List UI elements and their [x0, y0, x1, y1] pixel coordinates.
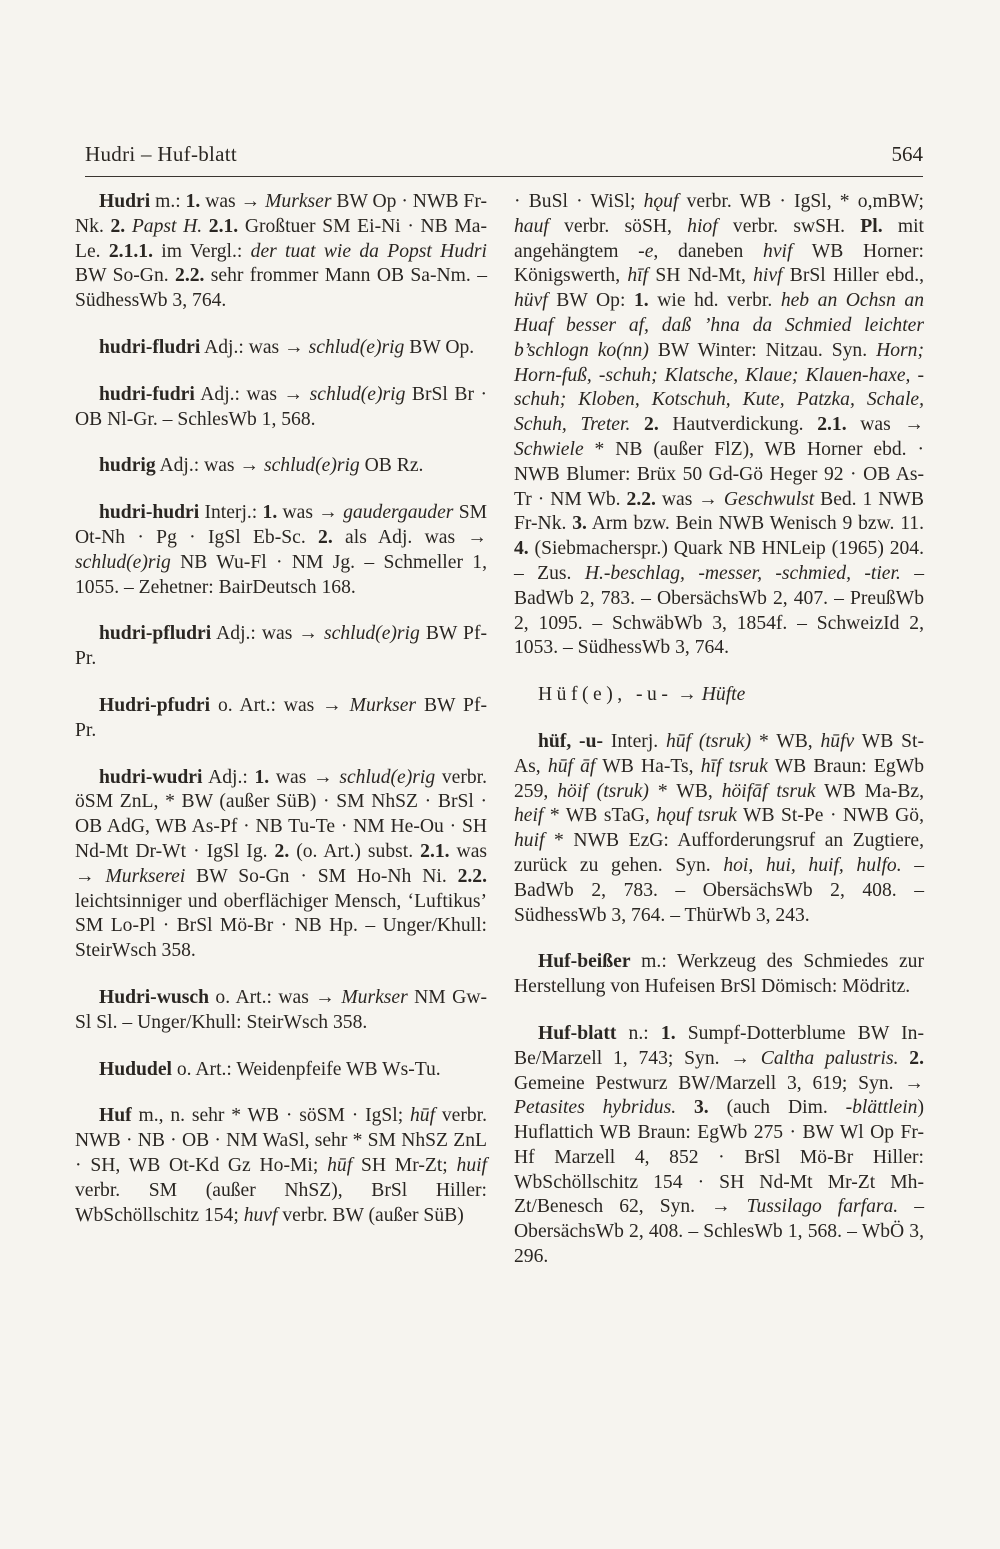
dictionary-entry-hudri-wudri: hudri-wudri Adj.: 1. was → schlud(e)rig verbr. öSM ZnL, * BW (außer SüB) · SM NhSZ · BrSl · OB AdG, WB As-Pf · NB Tu-Te · NM He-Ou · SH Nd-Mt Dr-Wt · IgSl Ig. 2. (o. Art.) subst. 2.1. was → Murkserei BW So-Gn · SM Ho-Nh Ni. 2.2. leichtsinniger und oberflächiger Mensch, ‘Luftikus’ SM Lo-Pl · BrSl Mö-Br · NB Hp. – Unger/Khull: SteirWsch 358.	[75, 766, 488, 962]
page-number: 564	[891, 142, 923, 166]
dictionary-entry-hudri-pfludri: hudri-pfludri Adj.: was → schlud(e)rig BW Pf-Pr.	[75, 623, 488, 670]
dictionary-entry-huf: Huf m., n. sehr * WB · söSM · IgSl; hūf verbr. NWB · NB · OB · NM WaSl, sehr * SM NhSZ ZnL · SH, WB Ot-Kd Gz Ho-Mi; hūf SH Mr-Zt; huif verbr. SM (außer NhSZ), BrSl Hiller: WbSchöllschitz 154; huvf verbr. BW (außer SüB)	[75, 1105, 487, 1226]
dictionary-entry-hudri-fludri: hudri-fludri Adj.: was → schlud(e)rig BW Op.	[99, 336, 475, 358]
dictionary-entry-hudri-pfudri: Hudri-pfudri o. Art.: was → Murkser BW Pf-Pr.	[75, 694, 488, 741]
dictionary-entry-hudri-wusch: Hudri-wusch o. Art.: was → Murkser NM Gw-Sl Sl. – Unger/Khull: SteirWsch 358.	[75, 986, 487, 1033]
dictionary-entry-hudri-fudri: hudri-fudri Adj.: was → schlud(e)rig BrSl Br · OB Nl-Gr. – SchlesWb 1, 568.	[75, 383, 488, 430]
dictionary-entry-huf-beisser: Huf-beißer m.: Werkzeug des Schmiedes zur Herstellung von Hufeisen BrSl Dömisch: Mödritz.	[514, 951, 924, 998]
dictionary-entry-hudrig: hudrig Adj.: was → schlud(e)rig OB Rz.	[99, 455, 424, 477]
page-header	[85, 142, 923, 177]
dictionary-entry-huf-blatt: Huf-blatt n.: 1. Sumpf-Dotterblume BW In-Be/Marzell 1, 743; Syn. → Caltha palustris. 2. Gemeine Pestwurz BW/Marzell 3, 619; Syn. → Petasites hybridus. 3. (auch Dim. -blättlein) Huflattich WB Braun: EgWb 275 · BW Wl Op Fr-Hf Marzell 4, 852 · BrSl Mö-Br Hiller: WbSchöllschitz 154 · SH Nd-Mt Mr-Zt Mh-Zt/Benesch 62, Syn. → Tussilago farfara. – ObersächsWb 2, 408. – SchlesWb 1, 568. – WbÖ 3, 296.	[514, 1022, 925, 1268]
dictionary-entry-huef: hüf, -u- Interj. hūf (tsruk) * WB, hūfv WB St-As, hūf āf WB Ha-Ts, hīf tsruk WB Braun: EgWb 259, höif (tsruk) * WB, höifāf tsruk WB Ma-Bz, heif * WB sTaG, hǫuf tsruk WB St-Pe · NWB Gö, huif * NWB EzG: Aufforderungsruf an Zugtiere, zurück zu gehen. Syn. hoi, hui, huif, hulfo. – BadWb 2, 783. – ObersächsWb 2, 408. – SüdhessWb 3, 764. – ThürWb 3, 243.	[514, 730, 925, 926]
running-head: Hudri – Huf-blatt	[85, 142, 238, 166]
dictionary-entry-hududel: Hududel o. Art.: Weidenpfeife WB Ws-Tu.	[99, 1058, 441, 1080]
dictionary-entry-hudri: Hudri m.: 1. was → Murkser BW Op · NWB Fr-Nk. 2. Papst H. 2.1. Großtuer SM Ei-Ni · NB Ma-Le. 2.1.1. im Vergl.: der tuat wie da Popst Hudri BW So-Gn. 2.2. sehr frommer Mann OB Sa-Nm. – SüdhessWb 3, 764.	[75, 191, 487, 312]
right-column	[514, 190, 924, 1292]
dictionary-entry-hudri-hudri: hudri-hudri Interj.: 1. was → gaudergauder SM Ot-Nh · Pg · IgSl Eb-Sc. 2. als Adj. was → schlud(e)rig NB Wu-Fl · NM Jg. – Schmeller 1, 1055. – Zehetner: BairDeutsch 168.	[75, 502, 488, 598]
dictionary-entry-huf-cont: · BuSl · WiSl; hǫuf verbr. WB · IgSl, * o,mBW; hauf verbr. söSH, hiof verbr. swSH. Pl. mit angehängtem -e, daneben hvif WB Horner: Königswerth, hīf SH Nd-Mt, hivf BrSl Hiller ebd., hüvf BW Op: 1. wie hd. verbr. heb an Ochsn an Huaf besser af, daß ’hna da Schmied leichter b’schlogn ko(nn) BW Winter: Nitzau. Syn. Horn; Horn-fuß, -schuh; Klatsche, Klaue; Klauen-haxe, -schuh; Kloben, Kotschuh, Kute, Patzka, Schale, Schuh, Treter. 2. Hautverdickung. 2.1. was → Schwiele * NB (außer FlZ), WB Horner ebd. · NWB Blumer: Brüx 50 Gd-Gö Heger 92 · OB As-Tr · NM Wb. 2.2. was → Geschwulst Bed. 1 NWB Fr-Nk. 3. Arm bzw. Bein NWB Wenisch 9 bzw. 11. 4. (Siebmacherspr.) Quark NB HNLeip (1965) 204. – Zus. H.-beschlag, -messer, -schmied, -tier. – BadWb 2, 783. – ObersächsWb 2, 407. – PreußWb 2, 1095. – SchwäbWb 3, 1854f. – SchweizId 2, 1053. – SüdhessWb 3, 764.	[514, 191, 924, 659]
left-column	[75, 190, 487, 1250]
dictionary-entry-huefe: Hüf(e), -u- → Hüfte	[538, 684, 746, 706]
